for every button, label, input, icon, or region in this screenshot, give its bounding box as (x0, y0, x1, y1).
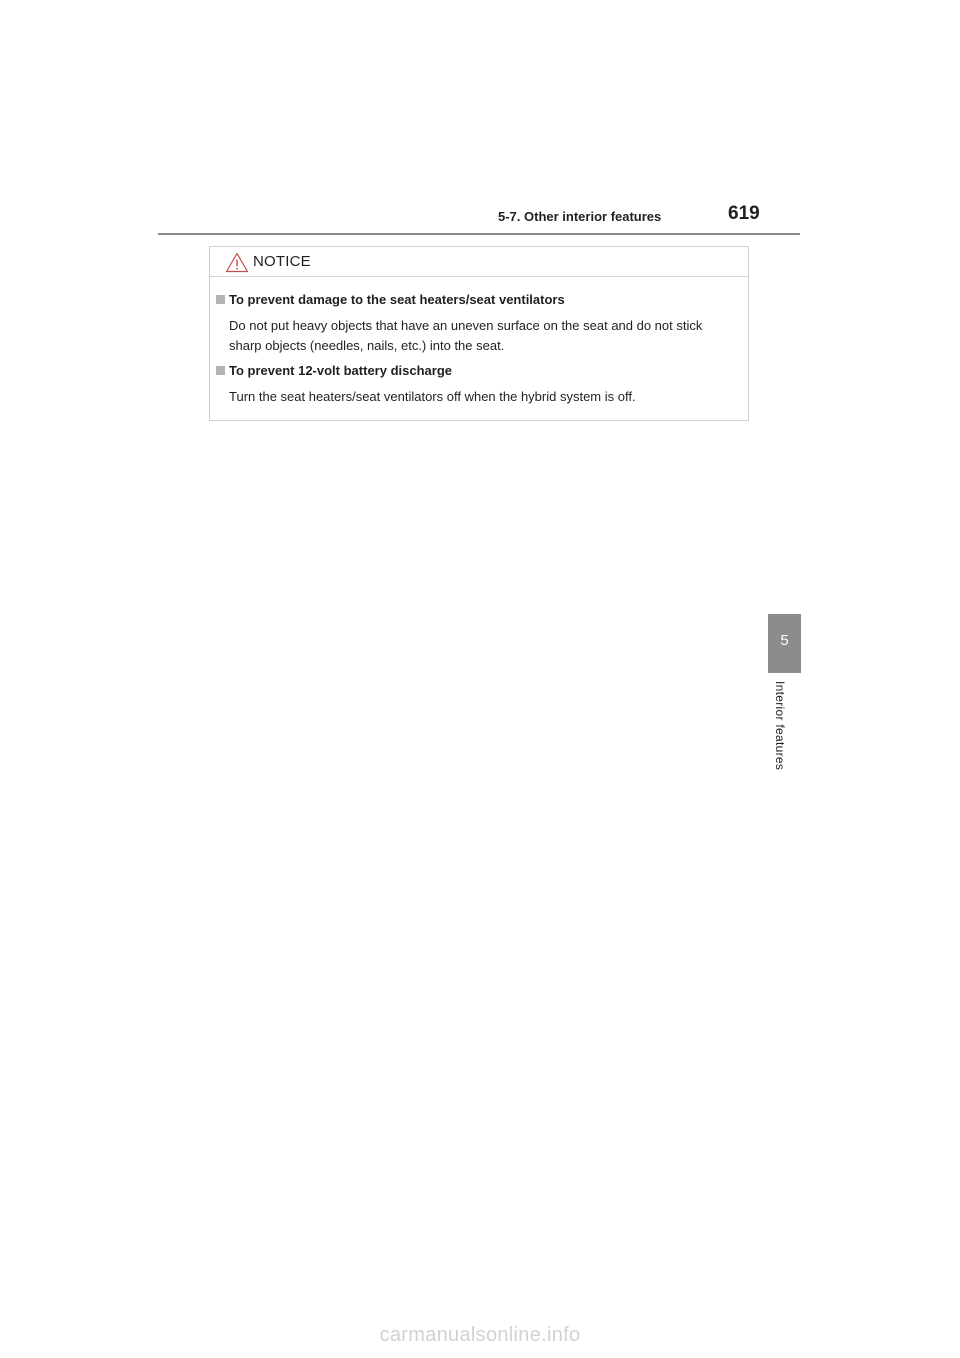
warning-triangle-icon (225, 252, 249, 273)
notice-section (216, 291, 738, 356)
chapter-tab (768, 614, 801, 673)
section-body: Do not put heavy objects that have an uneven surface on the seat and do not stick sharp objects (needles, nails, etc.) into the seat. (229, 318, 703, 353)
section-heading-text: To prevent 12-volt battery discharge (229, 363, 452, 378)
notice-section (216, 362, 738, 407)
notice-label: NOTICE (253, 253, 311, 270)
page-number: 619 (728, 203, 760, 224)
section-heading (216, 362, 738, 380)
notice-box (209, 246, 749, 421)
section-heading-text: To prevent damage to the seat heaters/seat ventilators (229, 292, 565, 307)
header-rule (158, 233, 800, 235)
watermark: carmanualsonline.info (379, 1324, 581, 1346)
section-heading (216, 291, 738, 309)
chapter-tab-number: 5 (780, 632, 789, 649)
chapter-tab-label: Interior features (773, 681, 787, 771)
section-body: Turn the seat heaters/seat ventilators off when the hybrid system is off. (229, 389, 636, 404)
section-title: 5-7. Other interior features (498, 209, 662, 224)
square-bullet-icon (216, 295, 225, 304)
square-bullet-icon (216, 366, 225, 375)
notice-header (210, 247, 748, 277)
